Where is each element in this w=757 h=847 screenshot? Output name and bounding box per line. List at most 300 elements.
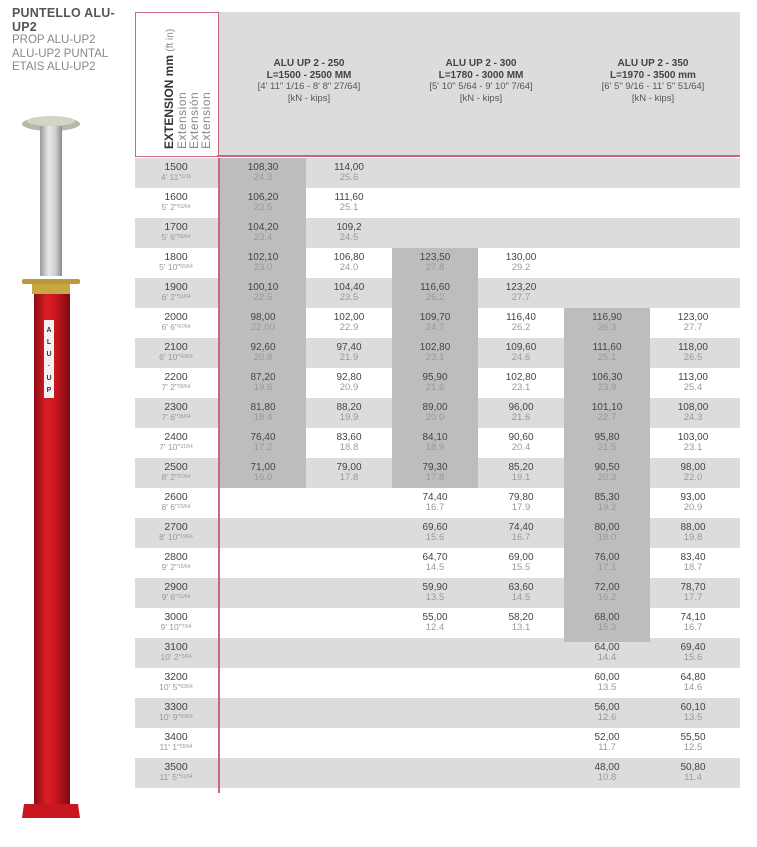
load-cell [564,548,650,578]
load-kn: 109,70 [419,312,451,323]
extension-mm: 2400 [164,431,188,443]
load-kips: 26.3 [597,322,617,333]
load-kn: 88,20 [336,402,362,413]
load-kn: 64,00 [594,642,620,653]
load-kips: 25.4 [683,382,703,393]
load-kn: 59,90 [422,582,448,593]
load-kips: 29.2 [511,262,531,273]
load-kips: 19.2 [597,502,617,513]
load-kips: 18.9 [425,442,445,453]
extension-cell [135,578,217,608]
extension-mm: 1600 [164,191,188,203]
load-cell [564,398,650,428]
extension-cell [135,428,217,458]
extension-cell [135,158,217,188]
load-kn: 60,10 [680,702,706,713]
load-cell [650,458,736,488]
extension-ft: 7' 2"$^{39/64}$ [161,382,191,392]
load-cell [478,338,564,368]
load-kips: 15.6 [683,652,703,663]
extension-mm: 3400 [164,731,188,743]
extension-cell [135,278,217,308]
load-kn: 114,00 [334,162,364,173]
load-kn: 106,20 [247,192,279,203]
load-cell [220,248,306,278]
load-cell [650,338,736,368]
load-kips: 11.7 [598,742,616,753]
load-kips: 23.9 [597,382,617,393]
load-kn: 90,60 [508,432,534,443]
extension-mm: 1900 [164,281,188,293]
load-cell [306,428,392,458]
load-kn: 79,80 [508,492,534,503]
load-kips: 13.5 [683,712,703,723]
load-kn: 100,10 [247,282,279,293]
extension-unit: (ft in) [165,28,176,52]
extension-fr: Extension [199,91,213,149]
load-cell [392,338,478,368]
load-kips: 26.2 [511,322,531,333]
load-kn: 69,40 [680,642,706,653]
load-cell [650,548,736,578]
load-kn: 74,40 [422,492,448,503]
load-cell [306,458,392,488]
load-cell [306,398,392,428]
load-kn: 88,00 [680,522,706,533]
load-kips: 19.1 [511,472,531,483]
extension-ft: 9' 6"$^{11/64}$ [161,592,191,602]
product-title: PUNTELLO ALU-UP2 [12,6,115,34]
extension-mm: 3100 [164,641,188,653]
load-kn: 72,00 [594,582,620,593]
product-title-en: PROP ALU-UP2 [12,34,96,46]
load-cell [220,158,306,188]
load-kips: 14.4 [597,652,617,663]
load-kips: 15.6 [425,532,445,543]
extension-mm: 2900 [164,581,188,593]
load-kn: 63,60 [508,582,534,593]
load-kn: 111,60 [334,192,364,203]
load-kips: 21.9 [339,352,359,363]
load-cell [650,668,736,698]
load-kips: 20.8 [253,352,273,363]
load-cell [478,368,564,398]
load-kips: 18.0 [597,532,617,543]
load-kn: 108,00 [677,402,709,413]
extension-cell [135,608,217,638]
load-kn: 85,30 [594,492,620,503]
load-cell [392,578,478,608]
extension-mm: 1800 [164,251,188,263]
load-kips: 25.1 [339,202,359,213]
load-kips: 26.2 [425,292,445,303]
load-cell [306,308,392,338]
load-kn: 109,60 [505,342,537,353]
load-kips: 19.8 [683,532,703,543]
load-kn: 85,20 [508,462,534,473]
load-cell [392,278,478,308]
load-kips: 16.2 [597,592,617,603]
load-kn: 55,00 [422,612,448,623]
load-cell [564,368,650,398]
extension-cell [135,458,217,488]
load-kn: 116,90 [592,312,622,323]
load-cell [564,698,650,728]
extension-cell [135,698,217,728]
load-kips: 24.3 [683,412,703,423]
extension-mm: 2600 [164,491,188,503]
load-kips: 27.8 [425,262,445,273]
load-cell [220,428,306,458]
product-title-fr: ETAIS ALU-UP2 [12,61,96,73]
load-kn: 92,60 [250,342,276,353]
load-kn: 79,00 [336,462,362,473]
load-cell [392,308,478,338]
load-cell [306,278,392,308]
load-kips: 17.8 [339,472,359,483]
load-cell [392,428,478,458]
extension-cell [135,368,217,398]
load-kips: 20.3 [597,472,617,483]
load-kips: 24.0 [339,262,359,273]
load-kips: 13.5 [425,592,445,603]
extension-cell [135,218,217,248]
load-kn: 113,00 [678,372,708,383]
load-cell [220,458,306,488]
load-cell [564,428,650,458]
load-cell [392,368,478,398]
extension-en: Extension [175,91,189,149]
load-kn: 78,70 [680,582,706,593]
prop-illustration-icon [14,110,89,825]
load-cell [564,338,650,368]
svg-text:U: U [46,375,52,382]
extension-header-cell [135,12,219,157]
load-kips: 25.1 [597,352,617,363]
load-kn: 80,00 [594,522,620,533]
extension-mm: 2800 [164,551,188,563]
load-kn: 90,50 [594,462,620,473]
load-kn: 96,00 [508,402,534,413]
load-cell [564,458,650,488]
load-kips: 24.6 [511,352,531,363]
load-cell [392,518,478,548]
load-kn: 98,00 [680,462,706,473]
load-kn: 89,00 [422,402,448,413]
load-kn: 69,60 [422,522,448,533]
load-kn: 71,00 [250,462,276,473]
svg-text:U: U [46,351,52,358]
load-kn: 64,70 [422,552,448,563]
load-kips: 25.6 [339,172,359,183]
load-kn: 95,90 [422,372,448,383]
extension-mm: 1500 [164,161,188,173]
extension-ft: 5' 10"$^{55/64}$ [159,262,193,272]
load-kips: 11.4 [684,772,702,783]
load-kn: 76,00 [594,552,620,563]
load-cell [564,668,650,698]
load-kips: 14.6 [683,682,703,693]
svg-text:·: · [47,363,51,370]
load-kn: 106,80 [333,252,365,263]
extension-mm: 2200 [164,371,188,383]
extension-ft: 5' 2"$^{63/64}$ [161,202,191,212]
load-kips: 14.5 [511,592,531,603]
extension-ft: 9' 2"$^{15/64}$ [161,562,191,572]
load-cell [478,518,564,548]
load-kips: 18.8 [339,442,359,453]
load-kips: 26.5 [683,352,703,363]
load-kn: 102,80 [505,372,537,383]
load-cell [478,488,564,518]
load-cell [220,188,306,218]
load-cell [650,758,736,788]
load-cell [564,638,650,668]
extension-cell [135,638,217,668]
load-kips: 20.9 [339,382,359,393]
extension-ft: 11' 5"$^{51/64}$ [159,772,193,782]
load-kn: 98,00 [250,312,276,323]
load-kips: 19.9 [339,412,359,423]
extension-mm: 1700 [164,221,188,233]
extension-ft: 11' 1"$^{55/64}$ [159,742,193,752]
load-cell [478,398,564,428]
load-kn: 104,40 [333,282,365,293]
extension-cell [135,308,217,338]
load-cell [306,188,392,218]
load-kn: 58,20 [508,612,534,623]
extension-ft: 8' 10"$^{19/64}$ [159,532,193,542]
load-kips: 18.7 [683,562,703,573]
load-kips: 20.9 [683,502,703,513]
load-kn: 81,80 [250,402,276,413]
extension-cell [135,188,217,218]
load-kips: 20.4 [511,442,531,453]
load-cell [650,578,736,608]
load-kn: 102,00 [333,312,365,323]
header-divider [217,155,740,157]
load-cell [478,248,564,278]
load-cell [392,398,478,428]
load-cell [306,158,392,188]
load-kips: 23.1 [425,352,445,363]
load-cell [220,398,306,428]
load-kips: 22.00 [251,322,275,333]
extension-mm: 3000 [164,611,188,623]
load-kn: 108,30 [247,162,279,173]
load-cell [478,548,564,578]
load-kips: 10.8 [597,772,617,783]
load-kips: 21.6 [425,382,445,393]
load-kips: 24.5 [339,232,359,243]
load-kips: 22.0 [683,472,703,483]
load-kn: 56,00 [594,702,620,713]
load-cell [564,518,650,548]
title-block [12,6,137,75]
extension-ft: 10' 5"$^{63/64}$ [159,682,193,692]
extension-mm: 2300 [164,401,188,413]
load-cell [650,368,736,398]
load-cell [650,608,736,638]
load-kips: 22.5 [253,292,273,303]
extension-ft: 6' 6"$^{47/64}$ [161,322,191,332]
extension-label: EXTENSION mm [162,54,176,149]
load-kips: 19.6 [253,382,273,393]
load-kn: 48,00 [594,762,620,773]
load-kips: 24.7 [425,322,445,333]
load-cell [220,308,306,338]
product-title-es: ALU-UP2 PUNTAL [12,47,109,60]
extension-cell [135,248,217,278]
load-cell [564,608,650,638]
load-cell [392,458,478,488]
extension-cell [135,758,217,788]
load-cell [392,548,478,578]
load-cell [306,338,392,368]
model-header-300: ALU UP 2 - 300 L=1780 - 3000 MM [5' 10" 5/64 - 9' 10" 7/64] [kN - kips] [429,58,533,104]
load-kn: 116,40 [506,312,536,323]
load-kips: 17.2 [253,442,273,453]
extension-mm: 3500 [164,761,188,773]
extension-cell [135,728,217,758]
load-cell [650,398,736,428]
load-kn: 97,40 [336,342,362,353]
extension-ft: 6' 2"$^{51/64}$ [161,292,191,302]
load-kips: 17.7 [683,592,703,603]
load-kn: 102,10 [247,252,279,263]
load-kips: 15.3 [597,622,617,633]
load-kn: 69,00 [508,552,534,563]
load-kips: 16.7 [511,532,531,543]
prop-product-image [14,110,89,825]
load-cell [478,608,564,638]
load-cell [306,248,392,278]
extension-mm: 2700 [164,521,188,533]
extension-cell [135,398,217,428]
load-cell [478,458,564,488]
load-kn: 106,30 [591,372,623,383]
load-kips: 23.5 [339,292,359,303]
load-kips: 23.1 [511,382,531,393]
extension-ft: 9' 10"$^{7/64}$ [160,622,192,632]
load-kn: 74,10 [680,612,706,623]
load-kips: 12.5 [683,742,703,753]
load-kn: 76,40 [250,432,276,443]
load-cell [306,218,392,248]
load-kips: 27.7 [683,322,703,333]
extension-cell [135,488,217,518]
load-cell [392,608,478,638]
load-cell [650,428,736,458]
load-kn: 52,00 [594,732,620,743]
load-kips: 16.7 [683,622,703,633]
load-kn: 102,80 [419,342,451,353]
extension-ft: 10' 2"$^{3/64}$ [160,652,192,662]
load-kips: 12.6 [597,712,617,723]
model-header-250: ALU UP 2 - 250 L=1500 - 2500 MM [4' 11" 1/16 - 8' 8" 27/64] [kN - kips] [257,58,361,104]
load-kips: 23.4 [253,232,273,243]
load-cell [564,578,650,608]
load-cell [650,488,736,518]
extension-mm: 3300 [164,701,188,713]
extension-cell [135,338,217,368]
load-kn: 109,2 [336,222,362,233]
load-kn: 130,00 [505,252,537,263]
model-header-350: ALU UP 2 - 350 L=1970 - 3500 mm [6' 5" 9/16 - 11' 5" 51/64] [kN - kips] [601,58,705,104]
load-kips: 20.0 [425,412,445,423]
load-kips: 16.0 [253,472,273,483]
svg-text:A: A [46,327,52,334]
load-kn: 60,00 [594,672,620,683]
load-kn: 103,00 [677,432,709,443]
load-kn: 83,60 [336,432,362,443]
extension-ft: 7' 10"$^{31/64}$ [159,442,193,452]
load-cell [478,578,564,608]
extension-cell [135,518,217,548]
load-kn: 84,10 [422,432,448,443]
extension-cell [135,548,217,578]
load-kips: 22.9 [339,322,359,333]
load-kn: 123,00 [677,312,709,323]
extension-ft: 10' 9"$^{59/64}$ [159,712,193,722]
load-kn: 104,20 [247,222,279,233]
load-kips: 14.5 [425,562,445,573]
extension-ft: 6' 10"$^{43/64}$ [159,352,193,362]
load-kips: 17.8 [425,472,445,483]
svg-text:P: P [46,387,52,394]
load-kips: 22.7 [597,412,617,423]
load-kips: 24.3 [253,172,273,183]
load-kips: 23.5 [253,202,273,213]
load-cell [220,278,306,308]
load-kn: 55,50 [680,732,706,743]
load-cell [650,308,736,338]
load-kips: 13.1 [511,622,531,633]
extension-es: Extensión [187,91,201,149]
load-cell [392,488,478,518]
load-kips: 23.0 [253,262,273,273]
load-kn: 79,30 [422,462,448,473]
extension-ft: 8' 6"$^{23/64}$ [161,502,191,512]
load-kn: 64,80 [680,672,706,683]
extension-cell [135,668,217,698]
load-kips: 21.6 [511,412,531,423]
extension-ft: 7' 6"$^{35/64}$ [161,412,191,422]
load-kn: 83,40 [680,552,706,563]
load-cell [478,428,564,458]
load-kips: 17.1 [597,562,617,573]
load-kips: 21.5 [597,442,617,453]
load-kn: 92,80 [336,372,362,383]
load-kn: 95,80 [594,432,620,443]
load-cell [478,308,564,338]
extension-ft: 4' 11"$^{1/16}$ [160,172,192,182]
load-kn: 123,20 [505,282,537,293]
load-kn: 123,50 [419,252,451,263]
load-kn: 111,60 [592,342,622,353]
load-cell [564,728,650,758]
load-kips: 13.5 [597,682,617,693]
load-kn: 87,20 [250,372,276,383]
extension-mm: 2000 [164,311,188,323]
load-cell [564,488,650,518]
load-kips: 15.5 [511,562,531,573]
load-kips: 12.4 [425,622,445,633]
extension-mm: 2500 [164,461,188,473]
load-kips: 27.7 [511,292,531,303]
load-kips: 18.4 [253,412,273,423]
load-kn: 74,40 [508,522,534,533]
